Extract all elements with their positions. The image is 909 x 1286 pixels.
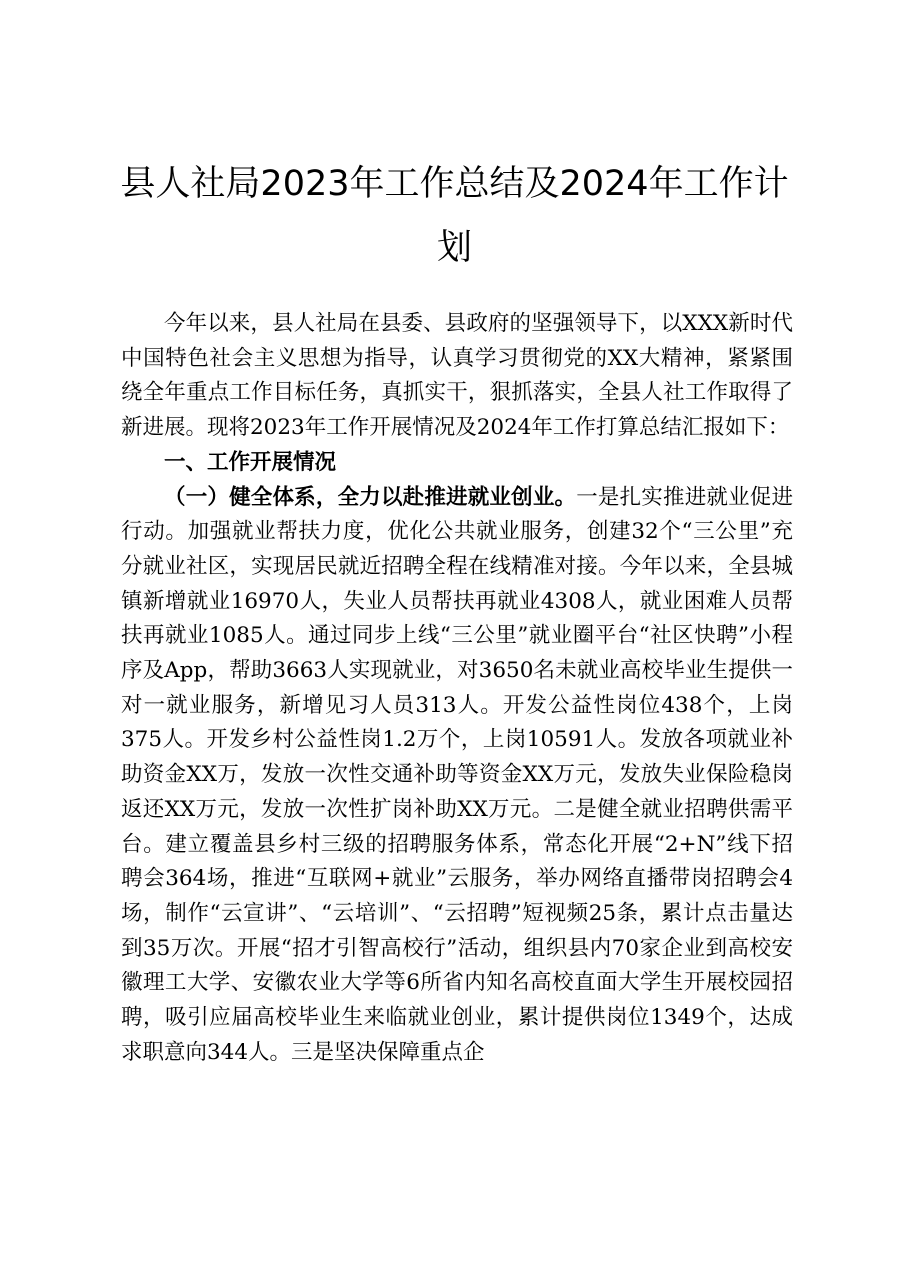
document-title-line2: 划 (436, 228, 472, 268)
subsection-paragraph (121, 481, 793, 1071)
subsection-body: 一是扎实推进就业促进行动。加强就业帮扶力度，优化公共就业服务，创建32个“三公里”充分就业社区，实现居民就近招聘全程在线精准对接。今年以来，全县城镇新增就业16970人，失业人员帮扶再就业4308人，就业困难人员帮扶再就业1085人。通过同步上线“三公里”就业圈平台“社区快聘”小程序及App，帮助3663人实现就业，对3650名未就业高校毕业生提供一对一就业服务，新增见习人员313人。开发公益性岗位438个，上岗375人。开发乡村公益性岗1.2万个，上岗10591人。发放各项就业补助资金XX万，发放一次性交通补助等资金XX万元，发放失业保险稳岗返还XX万元，发放一次性扩岗补助XX万元。二是健全就业招聘供需平台。建立覆盖县乡村三级的招聘服务体系，常态化开展“2+N”线下招聘会364场，推进“互联网+就业”云服务，举办网络直播带岗招聘会4场，制作“云宣讲”、“云培训”、“云招聘”短视频25条，累计点击量达到35万次。开展“招才引智高校行”活动，组织县内70家企业到高校安徽理工大学、安徽农业大学等6所省内知名高校直面大学生开展校园招聘，吸引应届高校毕业生来临就业创业，累计提供岗位1349个，达成求职意向344人。三是坚决保障重点企 (121, 484, 793, 1065)
document-body (121, 307, 793, 1070)
subsection-heading: （一）健全体系，全力以赴推进就业创业。 (164, 484, 577, 510)
document-title-line1: 县人社局2023年工作总结及2024年工作计 (120, 164, 789, 204)
intro-paragraph: 今年以来，县人社局在县委、县政府的坚强领导下，以XXX新时代中国特色社会主义思想为指导，认真学习贯彻党的XX大精神，紧紧围绕全年重点工作目标任务，真抓实干，狠抓落实，全县人社工作取得了新进展。现将2023年工作开展情况及2024年工作打算总结汇报如下： (121, 311, 793, 441)
section-heading: 一、工作开展情况 (164, 449, 337, 475)
